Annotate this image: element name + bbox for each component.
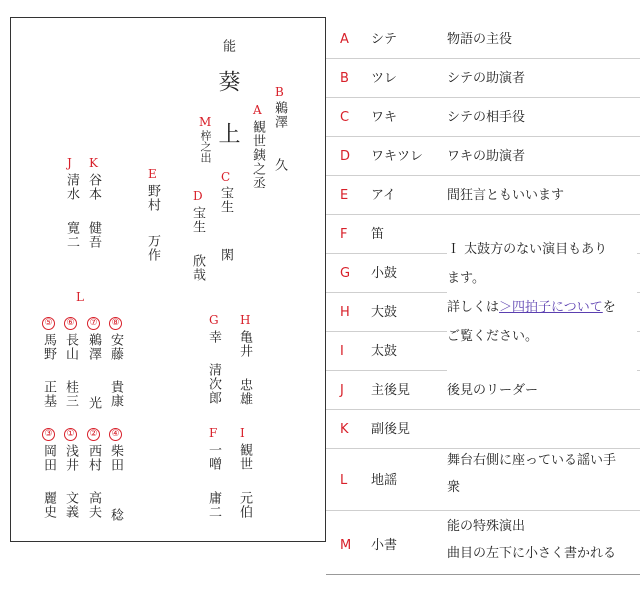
legend-letter: L xyxy=(340,473,348,488)
legend-desc xyxy=(447,513,635,567)
chorus-number: ⑤ xyxy=(42,317,55,330)
letter-c: C xyxy=(221,170,232,184)
legend-row xyxy=(326,410,640,449)
legend-role: 地謡 xyxy=(371,473,398,488)
letter-d: D xyxy=(193,189,204,203)
title-aoi: 葵 xyxy=(215,70,240,92)
legend-desc-line: 衆 xyxy=(447,480,461,495)
legend-role: 太鼓 xyxy=(371,344,398,359)
legend-row xyxy=(326,449,640,511)
legend-row xyxy=(326,98,640,137)
playbill xyxy=(10,17,326,542)
legend-letter: J xyxy=(340,383,344,398)
chorus-surname: 長山 xyxy=(63,333,78,361)
chorus-number: ⑦ xyxy=(87,317,100,330)
legend-letter: F xyxy=(340,227,348,242)
wakitsure-given: 欣哉 xyxy=(190,254,205,282)
kogaki-text: 梓之出 xyxy=(199,130,212,163)
letter-e: E xyxy=(148,167,158,181)
drum-note-text: 詳しくは xyxy=(447,300,500,315)
ai-given: 万作 xyxy=(145,234,160,262)
letter-f: F xyxy=(209,426,219,440)
shu-koken-given: 寛二 xyxy=(64,221,79,249)
otsuzumi-given: 忠雄 xyxy=(237,378,252,406)
letter-j: J xyxy=(67,156,73,170)
legend-role: シテ xyxy=(371,32,398,47)
drum-note-line: Ｉ 太鼓方のない演目もあり xyxy=(447,242,608,257)
drum-note xyxy=(447,231,637,379)
waki-surname: 宝生 xyxy=(218,186,233,214)
fue-given: 庸二 xyxy=(206,491,221,519)
legend-desc: 間狂言ともいいます xyxy=(447,188,565,203)
chorus-number: ① xyxy=(64,428,77,441)
otsuzumi-surname: 亀井 xyxy=(237,330,252,358)
legend-letter: A xyxy=(340,32,349,47)
chorus-given: 文義 xyxy=(63,491,78,519)
waki-given: 閑 xyxy=(218,248,233,262)
legend-letter: C xyxy=(340,110,350,125)
legend-desc-line: 舞台右側に座っている謡い手 xyxy=(447,453,617,468)
chorus-number: ④ xyxy=(109,428,122,441)
legend-role: ワキツレ xyxy=(371,149,424,164)
legend-desc: 後見のリーダー xyxy=(447,383,539,398)
legend-role: アイ xyxy=(371,188,396,203)
chorus-given: 桂三 xyxy=(63,380,78,408)
legend-row xyxy=(326,137,640,176)
legend-desc: シテの相手役 xyxy=(447,110,526,125)
tsure-surname: 鵜澤 xyxy=(272,101,287,129)
letter-b: B xyxy=(275,85,285,99)
chorus-given: 貴康 xyxy=(108,380,123,408)
chorus-number: ② xyxy=(87,428,100,441)
chorus-surname: 安藤 xyxy=(108,333,123,361)
letter-k: K xyxy=(89,156,99,170)
chorus-given: 稔 xyxy=(108,508,123,522)
letter-g: G xyxy=(209,313,220,327)
legend-row xyxy=(326,176,640,215)
noh-label: 能 xyxy=(220,39,235,53)
chorus-surname: 浅井 xyxy=(63,444,78,472)
legend-letter: E xyxy=(340,188,349,203)
drum-note-text: を xyxy=(602,300,616,315)
wakitsure-surname: 宝生 xyxy=(190,206,205,234)
legend-row xyxy=(326,511,640,575)
chorus-number: ⑥ xyxy=(64,317,77,330)
letter-l: L xyxy=(76,290,85,304)
ai-surname: 野村 xyxy=(145,184,160,212)
legend-role: 笛 xyxy=(371,227,385,242)
legend-letter: I xyxy=(340,344,344,359)
drum-note-line xyxy=(447,293,637,322)
chorus-surname: 岡田 xyxy=(41,444,56,472)
legend-letter: M xyxy=(340,538,352,553)
chorus-given: 高夫 xyxy=(86,491,101,519)
tsure-given: 久 xyxy=(272,158,287,172)
legend-table xyxy=(326,20,640,575)
legend-desc: シテの助演者 xyxy=(447,71,526,86)
taiko-given: 元伯 xyxy=(237,491,252,519)
title-no-ue: 上 xyxy=(215,122,240,144)
legend-role: 主後見 xyxy=(371,383,411,398)
kotsuzumi-given: 清次郎 xyxy=(206,363,221,405)
legend-desc-line: 能の特殊演出 xyxy=(447,519,526,534)
legend-desc: 物語の主役 xyxy=(447,32,513,47)
letter-h: H xyxy=(240,313,252,327)
drum-note-line: ご覧ください。 xyxy=(447,329,539,344)
legend-row xyxy=(326,20,640,59)
chorus-surname: 柴田 xyxy=(108,444,123,472)
shibyoshi-link[interactable]: ＞四拍子について xyxy=(499,300,603,315)
legend-letter: K xyxy=(340,422,349,437)
letter-i: I xyxy=(240,426,246,440)
chorus-given: 光 xyxy=(86,396,101,410)
chorus-surname: 西村 xyxy=(86,444,101,472)
letter-a: A xyxy=(253,103,263,117)
legend-desc xyxy=(447,447,635,501)
legend-letter: G xyxy=(340,266,351,281)
taiko-surname: 観世 xyxy=(237,443,252,471)
fuku-koken-given: 健吾 xyxy=(86,221,101,249)
legend-letter: H xyxy=(340,305,350,320)
letter-m: M xyxy=(199,115,213,129)
kotsuzumi-surname: 幸 xyxy=(206,330,221,344)
shite-name: 観世銕之丞 xyxy=(250,120,265,190)
legend-role: 小書 xyxy=(371,538,398,553)
legend-role: 副後見 xyxy=(371,422,411,437)
chorus-given: 麗史 xyxy=(41,491,56,519)
chorus-number: ⑧ xyxy=(109,317,122,330)
chorus-surname: 馬野 xyxy=(41,333,56,361)
legend-role: ツレ xyxy=(371,71,398,86)
fue-surname: 一噌 xyxy=(206,443,221,471)
fuku-koken-surname: 谷本 xyxy=(86,173,101,201)
shu-koken-surname: 清水 xyxy=(64,173,79,201)
legend-row xyxy=(326,59,640,98)
legend-letter: B xyxy=(340,71,349,86)
legend-letter: D xyxy=(340,149,351,164)
chorus-surname: 鵜澤 xyxy=(86,333,101,361)
legend-desc: ワキの助演者 xyxy=(447,149,526,164)
legend-role: 大鼓 xyxy=(371,305,398,320)
legend-role: ワキ xyxy=(371,110,398,125)
chorus-number: ③ xyxy=(42,428,55,441)
drum-note-line: ます。 xyxy=(447,271,485,286)
chorus-given: 正基 xyxy=(41,380,56,408)
legend-role: 小鼓 xyxy=(371,266,398,281)
legend-desc-line: 曲目の左下に小さく書かれる xyxy=(447,546,617,561)
